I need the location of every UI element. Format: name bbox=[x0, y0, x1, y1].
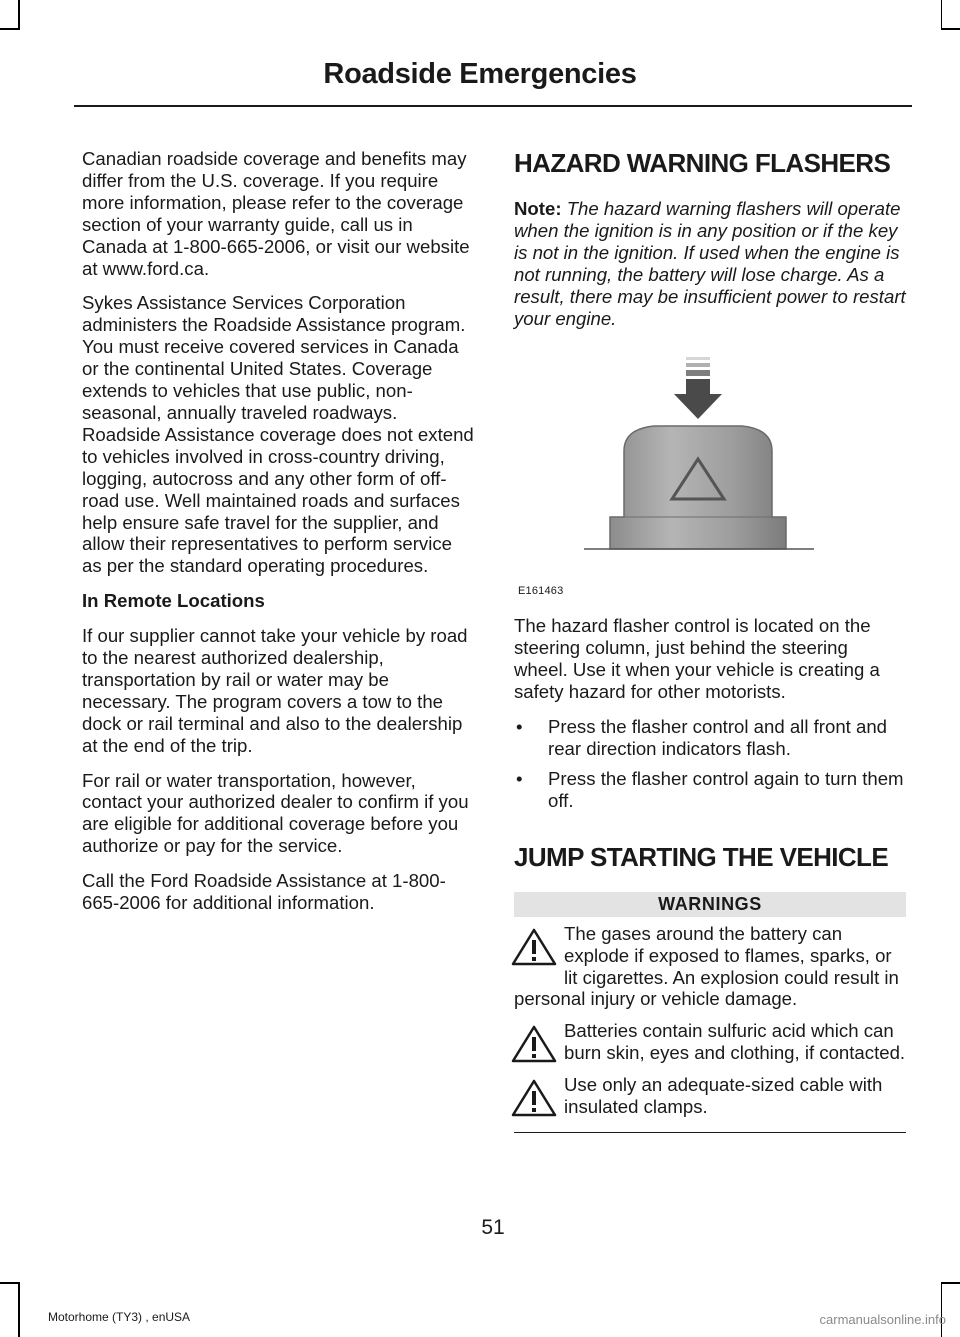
hazard-button-figure bbox=[514, 349, 906, 601]
note-text: The hazard warning flashers will operate when the ignition is in any position or if the key is not in the ignition. If used when the engine is not running, the battery will lose charge. As a result, there may be insufficient power to restart your engine. bbox=[514, 198, 906, 329]
warning-text: Batteries contain sulfuric acid which can burn skin, eyes and clothing, if contacted. bbox=[564, 1020, 906, 1064]
warnings-end-rule bbox=[514, 1132, 906, 1133]
list-item bbox=[514, 768, 906, 812]
paragraph-call-roadside: Call the Ford Roadside Assistance at 1-800-665-2006 for additional information. bbox=[82, 870, 446, 914]
paragraph-rail-water: For rail or water transportation, however, contact your authorized dealer to confirm if you are eligible for additional coverage before you authorize or pay for the service. bbox=[82, 769, 469, 857]
hazard-note bbox=[514, 198, 906, 329]
footer-model: Motorhome (TY3) , enUSA bbox=[48, 1310, 191, 1324]
paragraph-canadian-coverage: Canadian roadside coverage and benefits may differ from the U.S. coverage. If you require more information, please refer to the coverage section of your warranty guide, call us in Canada at 1-800-665-2006, or visit our website at www.ford.ca. bbox=[82, 148, 470, 279]
warning-item bbox=[514, 1074, 906, 1118]
crop-mark bbox=[0, 28, 18, 30]
warning-item bbox=[514, 1020, 906, 1064]
hazard-bullet-list bbox=[514, 716, 906, 812]
watermark: carmanualsonline.info bbox=[819, 1312, 946, 1327]
warning-triangle-icon bbox=[510, 1078, 558, 1118]
warnings-header: WARNINGS bbox=[514, 892, 906, 917]
crop-mark bbox=[0, 1282, 18, 1284]
bullet-text: Press the flasher control and all front and rear direction indicators flash. bbox=[548, 716, 888, 759]
page-number: 51 bbox=[481, 1216, 505, 1239]
paragraph-sykes-assistance: Sykes Assistance Services Corporation administers the Roadside Assistance program. You must receive covered services in Canada or the continental United States. Coverage extends to vehicles that use public, non-seasonal, annually traveled roadways. Roadside Assistance coverage does not extend to vehicles involved in cross-country driving, logging, autocross and any other form of off-road use. Well maintained roads and surfaces help ensure safe travel for the supplier, and allow their representatives to perform service as per the standard operating procedures. bbox=[82, 292, 474, 577]
header-divider bbox=[74, 105, 912, 107]
crop-mark bbox=[942, 28, 960, 30]
crop-mark bbox=[18, 0, 20, 30]
bullet-text: Press the flasher control again to turn them off. bbox=[548, 767, 904, 811]
warning-text: The gases around the battery can explode if exposed to flames, sparks, or lit cigarettes. An explosion could result in personal injury or vehicle damage. bbox=[514, 922, 899, 1010]
figure-code: E161463 bbox=[518, 585, 564, 598]
bullet-icon: • bbox=[516, 767, 523, 789]
crop-mark bbox=[18, 1282, 20, 1337]
bullet-icon: • bbox=[516, 716, 523, 738]
crop-mark bbox=[941, 0, 943, 30]
warning-text: Use only an adequate-sized cable with insulated clamps. bbox=[564, 1074, 883, 1118]
crop-mark bbox=[942, 1282, 960, 1284]
subheading-remote-locations: In Remote Locations bbox=[82, 590, 265, 612]
crop-mark bbox=[941, 1282, 943, 1337]
section-title-hazard: HAZARD WARNING FLASHERS bbox=[514, 148, 891, 178]
right-column bbox=[514, 148, 906, 1133]
list-item bbox=[514, 716, 906, 760]
warning-item bbox=[514, 923, 906, 1011]
paragraph-hazard-location: The hazard flasher control is located on the steering column, just behind the steering wheel. Use it when your vehicle is creating a safety hazard for other motorists. bbox=[514, 615, 880, 703]
hazard-button-illustration bbox=[514, 349, 906, 601]
page-title: Roadside Emergencies bbox=[323, 58, 637, 90]
section-title-jump-start: JUMP STARTING THE VEHICLE bbox=[514, 841, 889, 872]
warning-triangle-icon bbox=[510, 927, 558, 967]
press-arrow-icon bbox=[674, 357, 722, 419]
left-column bbox=[82, 148, 474, 927]
paragraph-remote-transport: If our supplier cannot take your vehicle by road to the nearest authorized dealership, transportation by rail or water may be necessary. The program covers a tow to the dock or rail terminal and also to the dealership at the end of the trip. bbox=[82, 625, 468, 756]
warning-triangle-icon bbox=[510, 1024, 558, 1064]
note-label: Note: bbox=[514, 198, 562, 219]
